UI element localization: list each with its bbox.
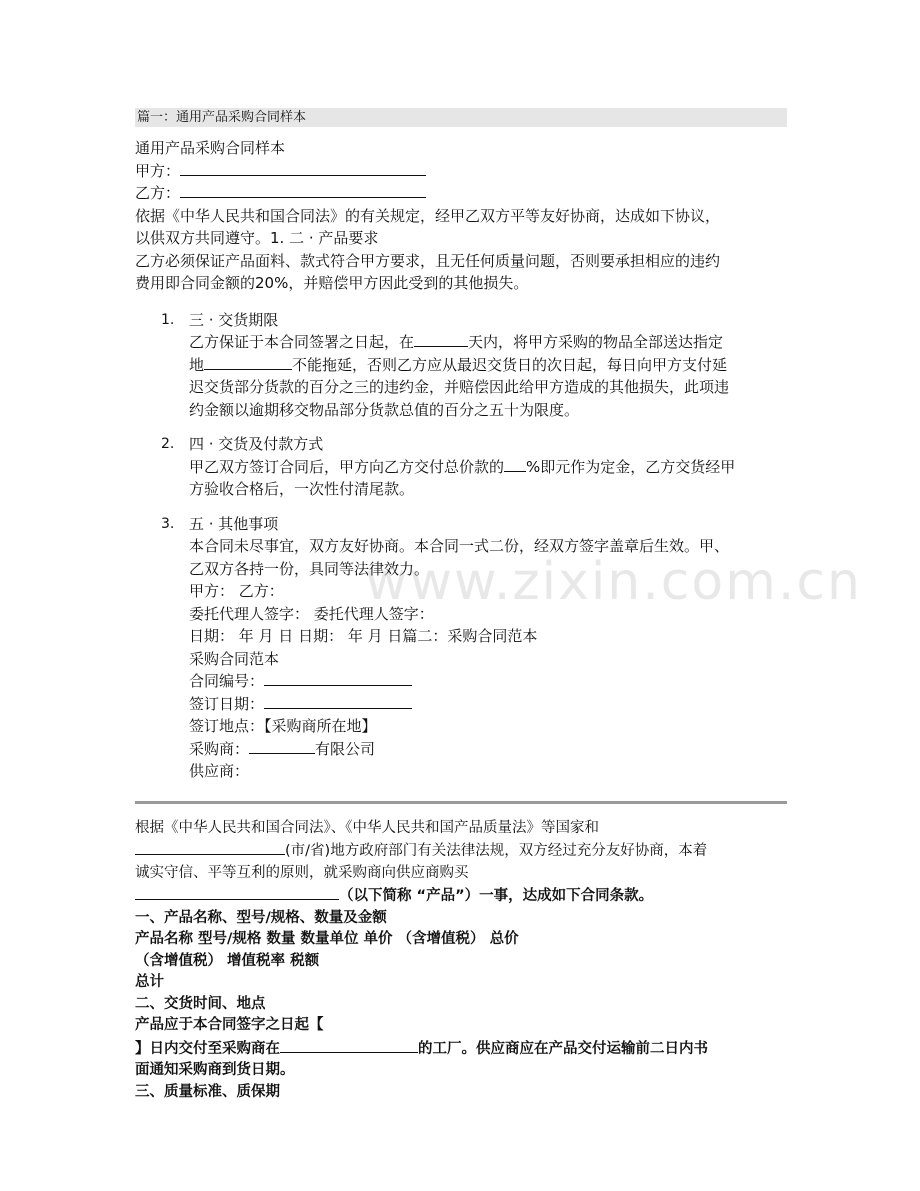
list-item	[135, 309, 787, 422]
item-text: 约金额以逾期移交物品部分货款总值的百分之五十为限度。	[189, 400, 580, 419]
item-text: 乙方保证于本合同签署之日起，在 天内，将甲方采购的物品全部送达指定	[189, 333, 724, 351]
item-text: 方验收合格后，一次性付清尾款。	[189, 480, 415, 498]
item-text: 委托代理人签字： 委托代理人签字：	[189, 604, 434, 623]
item-text: 本合同未尽事宜，双方友好协商。本合同一式二份，经双方签字盖章后生效。甲、	[189, 537, 730, 555]
table-columns-cont: （含增值税） 增值税率 税额	[135, 952, 320, 969]
basis-line-1: 依据《中华人民共和国合同法》的有关规定，经甲乙双方平等友好协商，达成如下协议，	[135, 206, 721, 225]
item-heading: 三 · 交货期限	[189, 310, 279, 329]
body-text: 诚实守信、平等互利的原则，就采购商向供应商购买	[135, 864, 469, 881]
contract-number-line: 合同编号：	[189, 670, 787, 693]
supplier-line: 供应商：	[189, 762, 250, 780]
list-number: 1.	[161, 311, 175, 328]
item-text: 日期： 年 月 日 日期： 年 月 日篇二：采购合同范本	[189, 627, 538, 645]
item-text: 迟交货部分货款的百分之三的违约金，并赔偿因此给甲方造成的其他损失，此项违	[189, 378, 730, 396]
buyer-line: 采购商： 有限公司	[189, 739, 376, 758]
item-text: 地 不能拖延，否则乙方应从最迟交货日的次日起，每日向甲方支付延	[189, 355, 728, 374]
section-banner: 篇一：通用产品采购合同样本	[135, 108, 787, 127]
divider	[135, 801, 787, 804]
item-text: 甲乙双方签订合同后，甲方向乙方交付总价款的 %即元作为定金，乙方交货经甲	[189, 457, 736, 476]
section-heading: 三、质量标准、质保期	[135, 1083, 280, 1100]
item-heading: 四 · 交货及付款方式	[189, 435, 324, 453]
sign-place-line: 签订地点：【采购商所在地】	[189, 717, 377, 735]
body-text: 】日内交付至采购商在 的工厂。供应商应在产品交付运输前二日内书	[135, 1037, 787, 1061]
item-text: 甲方： 乙方：	[189, 582, 284, 600]
requirement-line-1: 乙方必须保证产品面料、款式符合甲方要求，且无任何质量问题，否则要承担相应的违约	[135, 251, 721, 270]
table-columns: 产品名称 型号/规格 数量 数量单位 单价 （含增值税） 总价	[135, 931, 519, 947]
doc-title: 通用产品采购合同样本	[135, 139, 286, 157]
section-heading: 一、产品名称、型号/规格、数量及金额	[135, 909, 387, 926]
requirement-line-2: 费用即合同金额的20%，并赔偿甲方因此受到的其他损失。	[135, 274, 529, 292]
body-text: （以下简称 “产品”）一事，达成如下合同条款。	[135, 884, 787, 908]
body-text: 产品应于本合同签字之日起【	[135, 1017, 324, 1033]
sign-date-line: 签订日期：	[189, 693, 787, 716]
numbered-list	[135, 309, 787, 783]
party-b-line: 乙方：	[135, 182, 787, 205]
item-text: 采购合同范本	[189, 649, 280, 668]
body-text: 根据《中华人民共和国合同法》、《中华人民共和国产品质量法》等国家和	[135, 819, 599, 836]
list-number: 3.	[161, 515, 175, 532]
list-number: 2.	[161, 436, 175, 452]
list-item	[135, 433, 787, 501]
watermark: www.zixin.com.cn	[365, 552, 862, 612]
contract-body	[135, 818, 787, 1104]
document-page	[135, 108, 787, 1103]
body-text: (市/省)地方政府部门有关法律法规，双方经过充分友好协商，本着	[135, 839, 787, 863]
basis-line-2: 以供双方共同遵守。1. 二 · 产品要求	[135, 229, 379, 247]
list-item	[135, 513, 787, 783]
item-heading: 五 · 其他事项	[189, 514, 279, 533]
body-text: 面通知采购商到货日期。	[135, 1062, 295, 1078]
item-text: 乙双方各持一份，具同等法律效力。	[189, 559, 430, 578]
total-label: 总计	[135, 974, 164, 990]
party-a-line: 甲方：	[135, 160, 787, 183]
section-heading: 二、交货时间、地点	[135, 995, 266, 1012]
